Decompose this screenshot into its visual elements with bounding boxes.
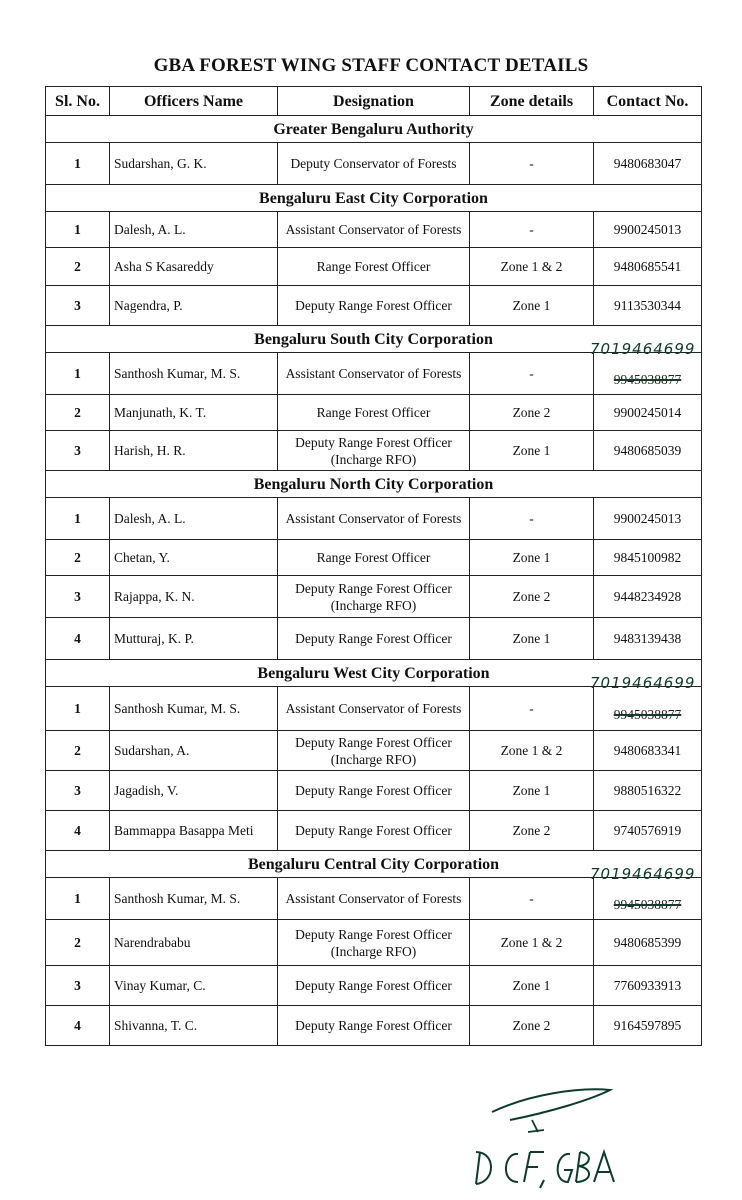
- officer-name-cell: Harish, H. R.: [110, 431, 278, 471]
- officer-name-cell: Sudarshan, G. K.: [110, 143, 278, 185]
- section-heading-row: [46, 116, 702, 143]
- designation-cell: Assistant Conservator of Forests: [278, 498, 470, 540]
- handwritten-contact-number: 7019464699: [590, 865, 696, 883]
- table-row: [46, 143, 702, 185]
- sl-no-cell: 2: [46, 731, 110, 771]
- zone-cell: -: [470, 353, 594, 395]
- section-heading: Greater Bengaluru Authority: [46, 116, 702, 143]
- contact-cell: 9900245013: [594, 498, 702, 540]
- sl-no-cell: 1: [46, 498, 110, 540]
- staff-contact-table: [45, 86, 702, 1046]
- contact-cell: 9480683341: [594, 731, 702, 771]
- struck-contact-number: 9945038877: [613, 372, 682, 387]
- header-officers-name: Officers Name: [110, 87, 278, 116]
- officer-name-cell: Manjunath, K. T.: [110, 395, 278, 431]
- sl-no-cell: 1: [46, 353, 110, 395]
- zone-cell: -: [470, 143, 594, 185]
- zone-cell: -: [470, 687, 594, 731]
- designation-cell: Assistant Conservator of Forests: [278, 212, 470, 248]
- designation-cell: Range Forest Officer: [278, 248, 470, 286]
- sl-no-cell: 3: [46, 966, 110, 1006]
- table-row: [46, 966, 702, 1006]
- zone-cell: Zone 1: [470, 431, 594, 471]
- contact-cell: 9164597895: [594, 1006, 702, 1046]
- contact-cell: 9480685039: [594, 431, 702, 471]
- zone-cell: -: [470, 212, 594, 248]
- section-heading: Bengaluru Central City Corporation: [46, 851, 702, 878]
- contact-cell: 9845100982: [594, 540, 702, 576]
- zone-cell: Zone 1: [470, 540, 594, 576]
- header-contact-no: Contact No.: [594, 87, 702, 116]
- officer-name-cell: Chetan, Y.: [110, 540, 278, 576]
- table-row: [46, 1006, 702, 1046]
- table-row: [46, 395, 702, 431]
- contact-cell: [590, 865, 702, 920]
- section-heading: Bengaluru East City Corporation: [46, 185, 702, 212]
- contact-cell: 9740576919: [594, 811, 702, 851]
- header-designation: Designation: [278, 87, 470, 116]
- table-row: [46, 498, 702, 540]
- table-row: [46, 576, 702, 618]
- table-row: [46, 920, 702, 966]
- table-row: [46, 811, 702, 851]
- section-heading-row: [46, 185, 702, 212]
- sl-no-cell: 3: [46, 286, 110, 326]
- designation-cell: Range Forest Officer: [278, 395, 470, 431]
- designation-cell: Deputy Range Forest Officer (Incharge RFO): [278, 731, 470, 771]
- zone-cell: Zone 1: [470, 771, 594, 811]
- officer-name-cell: Dalesh, A. L.: [110, 212, 278, 248]
- section-heading: Bengaluru North City Corporation: [46, 471, 702, 498]
- contact-cell: 9900245014: [594, 395, 702, 431]
- table-row: [46, 431, 702, 471]
- struck-contact-number: 9945038877: [613, 707, 682, 722]
- contact-cell: [590, 674, 702, 731]
- zone-cell: Zone 1: [470, 618, 594, 660]
- sl-no-cell: 1: [46, 687, 110, 731]
- sl-no-cell: 3: [46, 431, 110, 471]
- designation-cell: Deputy Range Forest Officer: [278, 1006, 470, 1046]
- designation-cell: Deputy Range Forest Officer (Incharge RFO): [278, 920, 470, 966]
- contact-cell: [590, 340, 702, 395]
- designation-cell: Assistant Conservator of Forests: [278, 878, 470, 920]
- officer-name-cell: Mutturaj, K. P.: [110, 618, 278, 660]
- officer-name-cell: Vinay Kumar, C.: [110, 966, 278, 1006]
- table-header-row: [46, 87, 702, 116]
- sl-no-cell: 4: [46, 1006, 110, 1046]
- sl-no-cell: 3: [46, 771, 110, 811]
- zone-cell: Zone 1 & 2: [470, 920, 594, 966]
- sl-no-cell: 1: [46, 878, 110, 920]
- table-row: [46, 618, 702, 660]
- officer-name-cell: Santhosh Kumar, M. S.: [110, 687, 278, 731]
- zone-cell: Zone 2: [470, 1006, 594, 1046]
- designation-cell: Deputy Range Forest Officer: [278, 811, 470, 851]
- header-sl-no: Sl. No.: [46, 87, 110, 116]
- table-row: [46, 540, 702, 576]
- sl-no-cell: 2: [46, 248, 110, 286]
- designation-cell: Assistant Conservator of Forests: [278, 353, 470, 395]
- sl-no-cell: 2: [46, 920, 110, 966]
- table-row: [46, 353, 702, 395]
- officer-name-cell: Sudarshan, A.: [110, 731, 278, 771]
- handwritten-contact-number: 7019464699: [590, 340, 696, 358]
- sl-no-cell: 1: [46, 212, 110, 248]
- sl-no-cell: 1: [46, 143, 110, 185]
- sl-no-cell: 2: [46, 395, 110, 431]
- contact-cell: 9480685541: [594, 248, 702, 286]
- struck-contact-number: 9945038877: [613, 897, 682, 912]
- designation-cell: Deputy Conservator of Forests: [278, 143, 470, 185]
- zone-cell: Zone 1 & 2: [470, 248, 594, 286]
- table-row: [46, 731, 702, 771]
- officer-name-cell: Asha S Kasareddy: [110, 248, 278, 286]
- zone-cell: Zone 1: [470, 286, 594, 326]
- sl-no-cell: 3: [46, 576, 110, 618]
- sl-no-cell: 4: [46, 811, 110, 851]
- designation-cell: Deputy Range Forest Officer (Incharge RFO): [278, 576, 470, 618]
- designation-cell: Range Forest Officer: [278, 540, 470, 576]
- handwritten-signature: [470, 1082, 620, 1192]
- header-zone-details: Zone details: [470, 87, 594, 116]
- table-row: [46, 771, 702, 811]
- sl-no-cell: 4: [46, 618, 110, 660]
- zone-cell: -: [470, 878, 594, 920]
- contact-cell: 9113530344: [594, 286, 702, 326]
- officer-name-cell: Santhosh Kumar, M. S.: [110, 353, 278, 395]
- officer-name-cell: Bammappa Basappa Meti: [110, 811, 278, 851]
- sl-no-cell: 2: [46, 540, 110, 576]
- zone-cell: Zone 1 & 2: [470, 731, 594, 771]
- table-body: [46, 116, 702, 1046]
- officer-name-cell: Narendrababu: [110, 920, 278, 966]
- zone-cell: Zone 2: [470, 395, 594, 431]
- contact-cell: 9480683047: [594, 143, 702, 185]
- zone-cell: Zone 2: [470, 576, 594, 618]
- designation-cell: Assistant Conservator of Forests: [278, 687, 470, 731]
- table-row: [46, 878, 702, 920]
- officer-name-cell: Jagadish, V.: [110, 771, 278, 811]
- section-heading: Bengaluru South City Corporation: [46, 326, 702, 353]
- contact-cell: 9480685399: [594, 920, 702, 966]
- table-row: [46, 286, 702, 326]
- contact-cell: 9483139438: [594, 618, 702, 660]
- designation-cell: Deputy Range Forest Officer: [278, 771, 470, 811]
- designation-cell: Deputy Range Forest Officer: [278, 286, 470, 326]
- designation-cell: Deputy Range Forest Officer: [278, 966, 470, 1006]
- zone-cell: Zone 2: [470, 811, 594, 851]
- section-heading-row: [46, 471, 702, 498]
- table-row: [46, 687, 702, 731]
- contact-cell: 7760933913: [594, 966, 702, 1006]
- officer-name-cell: Dalesh, A. L.: [110, 498, 278, 540]
- contact-cell: 9900245013: [594, 212, 702, 248]
- document-title: GBA FOREST WING STAFF CONTACT DETAILS: [153, 55, 589, 76]
- officer-name-cell: Rajappa, K. N.: [110, 576, 278, 618]
- designation-cell: Deputy Range Forest Officer (Incharge RFO): [278, 431, 470, 471]
- zone-cell: -: [470, 498, 594, 540]
- contact-cell: 9448234928: [594, 576, 702, 618]
- handwritten-contact-number: 7019464699: [590, 674, 696, 692]
- contact-cell: 9880516322: [594, 771, 702, 811]
- section-heading: Bengaluru West City Corporation: [46, 660, 702, 687]
- table-row: [46, 212, 702, 248]
- designation-cell: Deputy Range Forest Officer: [278, 618, 470, 660]
- zone-cell: Zone 1: [470, 966, 594, 1006]
- table-row: [46, 248, 702, 286]
- officer-name-cell: Shivanna, T. C.: [110, 1006, 278, 1046]
- officer-name-cell: Nagendra, P.: [110, 286, 278, 326]
- officer-name-cell: Santhosh Kumar, M. S.: [110, 878, 278, 920]
